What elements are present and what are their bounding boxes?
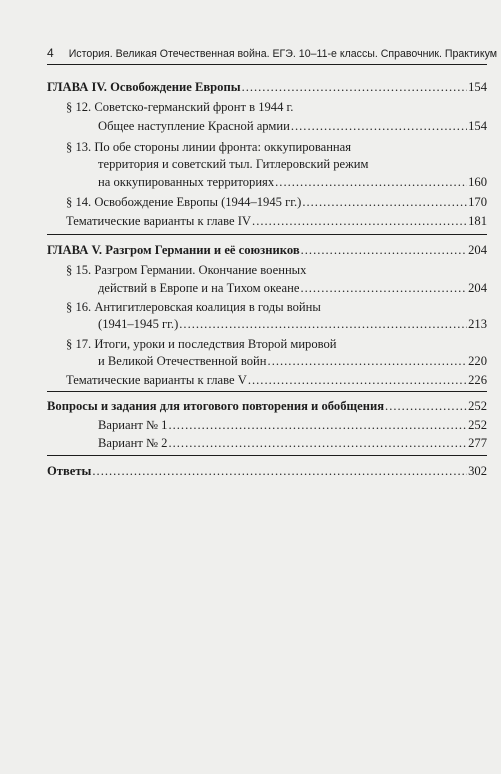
toc-variant-1: Вариант № 1 ..... 252 — [98, 418, 487, 432]
running-title: История. Великая Отечественная война. ЕГЭ. 10–11-е классы. Справочник. Практикум — [68, 48, 498, 60]
header-rule — [47, 64, 487, 65]
toc-section-13: на оккупированных территориях ..... 160 — [98, 175, 487, 189]
toc-section-14: § 14. Освобождение Европы (1944–1945 гг.) ..... 170 — [66, 195, 487, 209]
page-number: 4 — [47, 46, 54, 60]
toc-section-16: (1941–1945 гг.) ..... 213 — [98, 317, 487, 331]
toc-section-12-line1: § 12. Советско-германский фронт в 1944 г. — [66, 100, 294, 114]
toc-chapter-4: ГЛАВА IV. Освобождение Европы ..... 154 — [47, 80, 487, 94]
toc-section-16-line1: § 16. Антигитлеровская коалиция в годы войны — [66, 300, 321, 314]
toc-section-13-line1: § 13. По обе стороны линии фронта: оккупированная — [66, 140, 352, 154]
toc-answers: Ответы ..... 302 — [47, 464, 487, 478]
toc-thematic-4: Тематические варианты к главе IV ..... 181 — [66, 214, 487, 228]
toc-section-13-line2: территория и советский тыл. Гитлеровский режим — [98, 157, 369, 171]
toc-section-12: Общее наступление Красной армии ..... 154 — [98, 119, 487, 133]
toc-chapter-5: ГЛАВА V. Разгром Германии и её союзников ..... 204 — [47, 243, 487, 257]
toc-section-15: действий в Европе и на Тихом океане ..... 204 — [98, 281, 487, 295]
toc-section-17: и Великой Отечественной войн ..... 220 — [98, 354, 487, 368]
divider — [47, 391, 487, 392]
toc-questions: Вопросы и задания для итогового повторения и обобщения ..... 252 — [47, 399, 487, 413]
divider — [47, 455, 487, 456]
running-header — [47, 46, 498, 60]
toc-thematic-5: Тематические варианты к главе V ..... 226 — [66, 373, 487, 387]
toc-section-17-line1: § 17. Итоги, уроки и последствия Второй мировой — [66, 337, 337, 351]
toc-section-15-line1: § 15. Разгром Германии. Окончание военных — [66, 263, 307, 277]
toc-variant-2: Вариант № 2 ..... 277 — [98, 436, 487, 450]
divider — [47, 234, 487, 235]
